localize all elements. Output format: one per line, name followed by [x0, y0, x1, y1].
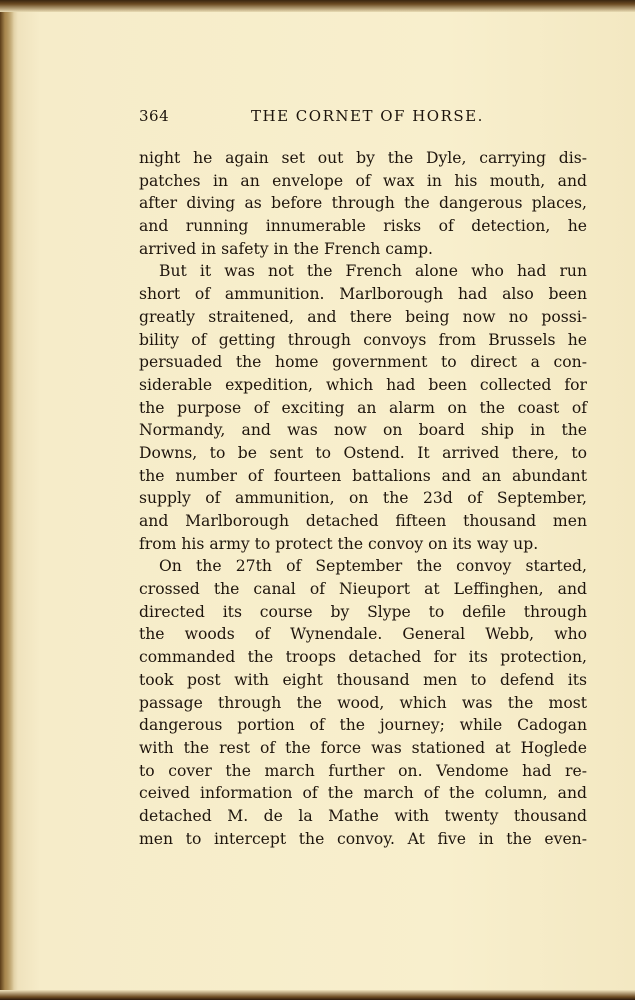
text-line: Downs, to be sent to Ostend. It arrived there, to [139, 443, 587, 462]
text-line: bility of getting through convoys from Brussels he [139, 330, 587, 349]
text-line: supply of ammunition, on the 23d of September, [139, 489, 587, 508]
text-line: took post with eight thousand men to defend its [139, 670, 587, 689]
body-text [139, 147, 587, 850]
text-line: patches in an envelope of wax in his mouth, and [139, 171, 587, 190]
page-top-edge [0, 0, 635, 12]
text-line: the woods of Wynendale. General Webb, who [139, 625, 587, 644]
text-line: the purpose of exciting an alarm on the coast of [139, 398, 587, 417]
text-line: men to intercept the convoy. At five in the even- [139, 829, 587, 848]
text-line: persuaded the home government to direct a con- [139, 353, 587, 372]
text-line: commanded the troops detached for its protection, [139, 648, 587, 667]
text-line: with the rest of the force was stationed at Hoglede [139, 738, 587, 757]
page-bottom-edge [0, 990, 635, 1000]
text-line: and running innumerable risks of detection, he [139, 217, 587, 236]
text-line: ceived information of the march of the column, and [139, 784, 587, 803]
text-line: But it was not the French alone who had run [159, 262, 587, 281]
text-line: to cover the march further on. Vendome had re- [139, 761, 587, 780]
text-line: night he again set out by the Dyle, carrying dis- [139, 149, 587, 167]
text-line: On the 27th of September the convoy started, [159, 557, 587, 576]
text-line: arrived in safety in the French camp. [139, 239, 434, 258]
text-line: greatly straitened, and there being now no possi- [139, 307, 587, 326]
text-line: from his army to protect the convoy on its way up. [139, 534, 539, 553]
text-line: directed its course by Slype to defile through [139, 602, 587, 621]
text-line: dangerous portion of the journey; while Cadogan [139, 716, 587, 735]
text-line: siderable expedition, which had been collected for [139, 375, 587, 394]
text-line: crossed the canal of Nieuport at Leffinghen, and [139, 580, 587, 599]
text-line: Normandy, and was now on board ship in the [139, 421, 587, 440]
text-line: the number of fourteen battalions and an abundant [139, 466, 587, 485]
running-head [139, 107, 587, 129]
text-line: after diving as before through the dangerous places, [139, 194, 587, 213]
book-spine-shadow [0, 0, 14, 1000]
text-line: passage through the wood, which was the most [139, 693, 587, 712]
text-line: short of ammunition. Marlborough had also been [139, 285, 587, 304]
text-line: detached M. de la Mathe with twenty thousand [139, 806, 587, 825]
page-number: 364 [139, 107, 170, 125]
running-title: THE CORNET OF HORSE. [251, 107, 484, 125]
text-line: and Marlborough detached fifteen thousand men [139, 512, 587, 530]
